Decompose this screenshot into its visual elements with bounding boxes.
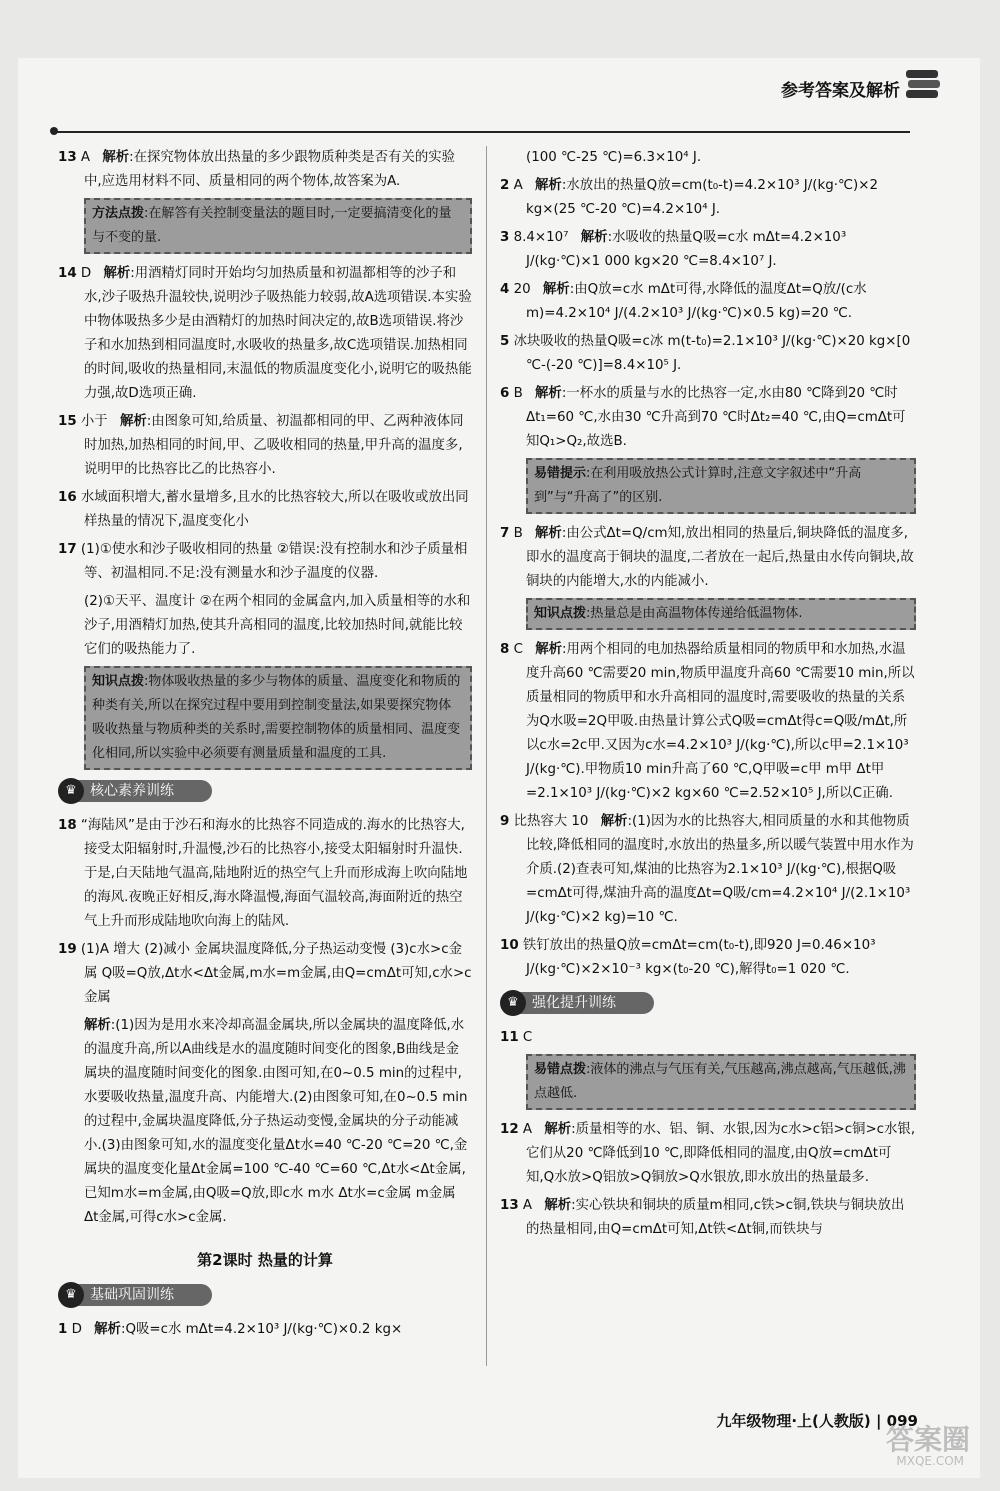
answer-item: 12 A 解析:质量相等的水、铝、铜、水银,因为c水>c铝>c铜>c水银,它们从20 ℃降低到10 ℃,即降低相同的温度,由Q放=cmΔt可知,Q水放>Q铝放>Q铜放>Q水银放,即水放出的热量最多. [500, 1122, 916, 1185]
section-banner-core: ♛ 核心素养训练 [58, 778, 472, 806]
section-banner-advanced: ♛ 强化提升训练 [500, 990, 916, 1018]
page-header-title: 参考答案及解析 [781, 81, 900, 101]
right-column [500, 146, 916, 1246]
crown-icon: ♛ [58, 778, 84, 804]
answer-item: 9 比热容大 10 解析:(1)因为水的比热容大,相同质量的水和其他物质比较,降低相同的温度时,水放出的热量多,所以暖气装置中用水作为介质.(2)查表可知,煤油的比热容为2.1×10³ J/(kg·℃),根据Q吸=cmΔt可得,煤油升高的温度Δt=Q吸/cm=4.2×10⁴ J/(2.1×10³ J/(kg·℃)×2 kg)=10 ℃. [500, 814, 914, 925]
tip-box: 易错提示:在利用吸放热公式计算时,注意文字叙述中“升高到”与“升高了”的区别. [526, 458, 916, 514]
answer-item: 10 铁钉放出的热量Q放=cmΔt=cm(t₀-t),即920 J=0.46×10³ J/(kg·℃)×2×10⁻³ kg×(t₀-20 ℃),解得t₀=1 020 ℃. [500, 938, 876, 977]
tip-box: 方法点拨:在解答有关控制变量法的题目时,一定要搞清变化的量与不变的量. [84, 198, 472, 254]
tip-box: 知识点拨:物体吸收热量的多少与物体的质量、温度变化和物质的种类有关,所以在探究过程中要用到控制变量法,如果要探究物体吸收热量与物质种类的关系时,需要控制物体的质量相同、温度变化相同,所以实验中必须要有测量质量和温度的工具. [84, 666, 472, 770]
answer-item: 8 C 解析:用两个相同的电加热器给质量相同的物质甲和水加热,水温度升高60 ℃需要20 min,物质甲温度升高60 ℃需要10 min,所以质量相同的物质甲和水升高相同的温度时,需要吸收的热量的关系为Q水吸=2Q甲吸.由热量计算公式Q吸=cmΔt得c=Q吸/mΔt,所以c水=2c甲.又因为c水=4.2×10³ J/(kg·℃),所以c甲=2.1×10³ J/(kg·℃).甲物质10 min升高了60 ℃,Q甲吸=c甲 m甲 Δt甲=2.1×10³ J/(kg·℃)×2 kg×60 ℃=2.52×10⁵ J,所以C正确. [500, 642, 915, 801]
answer-item: 17 (1)①使水和沙子吸收相同的热量 ②错误:没有控制水和沙子质量相等、初温相同.不足:没有测量水和沙子温度的仪器. [58, 542, 468, 581]
answer-item: 11 C [500, 1030, 533, 1045]
answer-continuation: (100 ℃-25 ℃)=6.3×10⁴ J. [526, 150, 702, 165]
section-banner-basic: ♛ 基础巩固训练 [58, 1282, 472, 1310]
crown-icon: ♛ [500, 990, 526, 1016]
left-column [58, 146, 472, 1346]
answer-item: 16 水域面积增大,蓄水量增多,且水的比热容较大,所以在吸收或放出同样热量的情况下,温度变化小 [58, 490, 469, 529]
page-footer: 九年级物理·上(人教版) | 099 [716, 1412, 918, 1430]
lesson-title: 第2课时 热量的计算 [197, 1251, 333, 1269]
crown-icon: ♛ [58, 1282, 84, 1308]
answer-item: 7 B 解析:由公式Δt=Q/cm知,放出相同的热量后,铜块降低的温度多,即水的温度高于铜块的温度,二者放在一起后,热量由水传向铜块,故铜块的内能增大,水的内能减小. [500, 526, 914, 589]
answer-item: 19 (1)A 增大 (2)减小 金属块温度降低,分子热运动变慢 (3)c水>c金属 Q吸=Q放,Δt水<Δt金属,m水=m金属,由Q=cmΔt可知,c水>c金属 [58, 942, 472, 1005]
header-rule [56, 131, 910, 133]
answer-item: 5 冰块吸收的热量Q吸=c冰 m(t-t₀)=2.1×10³ J/(kg·℃)×20 kg×[0 ℃-(-20 ℃)]=8.4×10⁵ J. [500, 334, 911, 373]
answer-item: 1 D 解析:Q吸=c水 mΔt=4.2×10³ J/(kg·℃)×0.2 kg× [58, 1322, 403, 1337]
answer-item: 15 小于 解析:由图象可知,给质量、初温都相同的甲、乙两种液体同时加热,加热相同的时间,甲、乙吸收相同的热量,甲升高的温度多,说明甲的比热容比乙的比热容小. [58, 414, 464, 477]
answer-item: 13 A 解析:在探究物体放出热量的多少跟物质种类是否有关的实验中,应选用材料不同、质量相同的两个物体,故答案为A. [58, 150, 456, 189]
books-icon [904, 66, 942, 102]
answer-continuation: 解析:(1)因为是用水来冷却高温金属块,所以金属块的温度降低,水的温度升高,所以A曲线是水的温度随时间变化的图象,B曲线是金属块的温度随时间变化的图象.由图可知,在0~0.5 min的过程中,水要吸收热量,温度升高、内能增大.(2)由图象可知,在0~0.5 min的过程中,金属块温度降低,分子热运动变慢,金属块的分子动能减小.(3)由图象可知,水的温度变化量Δt水=40 ℃-20 ℃=20 ℃,金属块的温度变化量Δt金属=100 ℃-40 ℃=60 ℃,Δt水<Δt金属,已知m水=m金属,由Q吸=Q放,即c水 m水 Δt水=c金属 m金属 Δt金属,可得c水>c金属. [84, 1018, 468, 1225]
tip-box: 知识点拨:热量总是由高温物体传递给低温物体. [526, 598, 916, 630]
watermark-url: MXQE.COM [896, 1454, 964, 1468]
answer-continuation: (2)①天平、温度计 ②在两个相同的金属盒内,加入质量相等的水和沙子,用酒精灯加热,使其升高相同的温度,比较加热时间,就能比较它们的吸热能力了. [84, 594, 471, 657]
answer-item: 18 “海陆风”是由于沙石和海水的比热容不同造成的.海水的比热容大,接受太阳辐射时,升温慢,沙石的比热容小,接受太阳辐射时升温快.于是,白天陆地气温高,陆地附近的热空气上升而形成海上吹向陆地的海风.夜晚正好相反,海水降温慢,海面气温较高,海面附近的热空气上升而形成陆地吹向海上的陆风. [58, 818, 468, 929]
answer-item: 4 20 解析:由Q放=c水 mΔt可得,水降低的温度Δt=Q放/(c水 m)=4.2×10⁴ J/(4.2×10³ J/(kg·℃)×0.5 kg)=20 ℃. [500, 282, 867, 321]
column-divider [486, 146, 487, 1366]
watermark-logo: 答案圈 [885, 1423, 970, 1456]
answer-item: 2 A 解析:水放出的热量Q放=cm(t₀-t)=4.2×10³ J/(kg·℃)×2 kg×(25 ℃-20 ℃)=4.2×10⁴ J. [500, 178, 878, 217]
answer-item: 13 A 解析:实心铁块和铜块的质量m相同,c铁>c铜,铁块与铜块放出的热量相同,由Q=cmΔt可知,Δt铁<Δt铜,而铁块与 [500, 1198, 905, 1237]
answer-item: 3 8.4×10⁷ 解析:水吸收的热量Q吸=c水 mΔt=4.2×10³ J/(kg·℃)×1 000 kg×20 ℃=8.4×10⁷ J. [500, 230, 847, 269]
answer-item: 14 D 解析:用酒精灯同时开始均匀加热质量和初温都相等的沙子和水,沙子吸热升温较快,说明沙子吸热能力较弱,故A选项错误.本实验中物体吸热多少是由酒精灯的加热时间决定的,故B选项错误.将沙子和水加热到相同温度时,水吸收的热量多,故C选项错误.加热相同的时间,吸收的热量相同,末温低的物质温度变化小,说明它的吸热能力强,故D选项正确. [58, 266, 472, 401]
tip-box: 易错点拨:液体的沸点与气压有关,气压越高,沸点越高,气压越低,沸点越低. [526, 1054, 916, 1110]
answer-item: 6 B 解析:一杯水的质量与水的比热容一定,水由80 ℃降到20 ℃时Δt₁=60 ℃,水由30 ℃升高到70 ℃时Δt₂=40 ℃,由Q=cmΔt可知Q₁>Q₂,故选B. [500, 386, 906, 449]
